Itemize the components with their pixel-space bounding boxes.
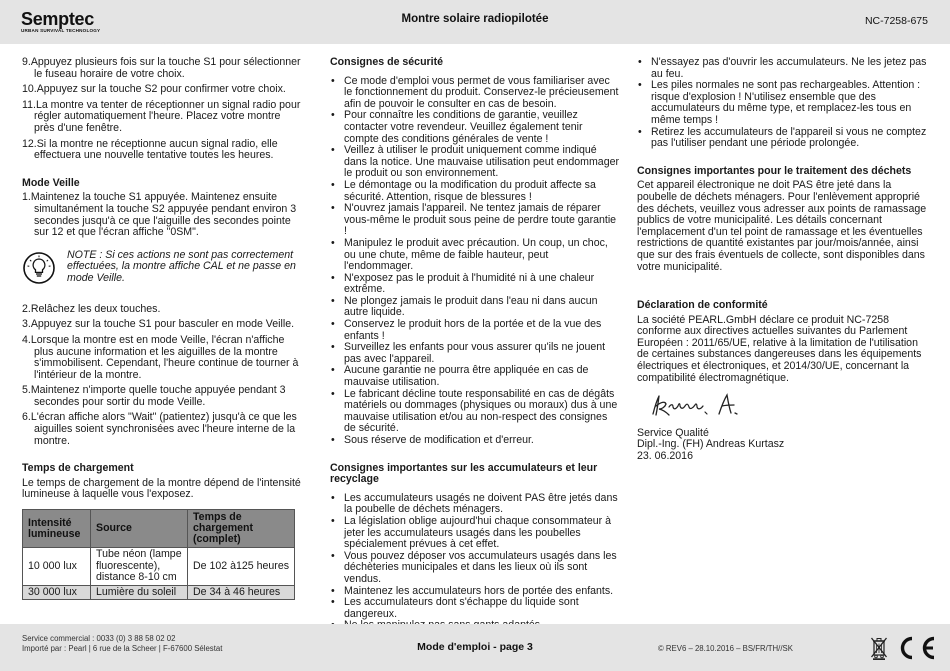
list-item: • Les piles normales ne sont pas rechargeables. Attention : risque d'explosion ! N'utilisez ensemble que des accumulateurs du même type, et remplacez-les tous en même temps ! — [637, 80, 929, 126]
charge-table — [22, 509, 295, 600]
charge-text: Le temps de chargement de la montre dépend de l'intensité lumineuse à laquelle vous l'exposez. — [22, 476, 301, 501]
note-box — [22, 250, 302, 288]
list-item: • Manipulez le produit avec précaution. Un coup, un choc, ou une chute, même de faible hauteur, peut l'endommager. — [330, 238, 620, 273]
list-item: • Vous pouvez déposer vos accumulateurs usagés dans les déchèteries municipales et dans les lieux où ils sont vendus. — [330, 551, 620, 586]
list-item: • Retirez les accumulateurs de l'appareil si vous ne comptez pas l'utiliser pendant une période prolongée. — [637, 127, 929, 150]
footer-service: Service commercial : 0033 (0) 3 88 58 02 02 — [22, 634, 176, 643]
list-item: • Ce mode d'emploi vous permet de vous familiariser avec le fonctionnement du produit. Conservez-le précieusement afin de pouvoir le consulter en cas de besoin. — [330, 76, 620, 111]
column-left — [22, 57, 302, 600]
table-cell: Lumière du soleil — [91, 585, 188, 600]
step-item: 1.Maintenez la touche S1 appuyée. Maintenez ensuite simultanément la touche S2 appuyée pendant environ 3 secondes jusqu'à ce que l'aiguille des secondes pointe sur 12 et que l'écran affiche "0SM". — [22, 191, 297, 239]
table-header-cell: Source — [91, 510, 188, 548]
list-item: • La législation oblige aujourd'hui chaque consommateur à jeter les accumulateurs usagés dans les poubelles spécialement prévues à cet effet. — [330, 516, 620, 551]
table-header-row — [23, 510, 295, 548]
step-item: 4.Lorsque la montre est en mode Veille, l'écran n'affiche plus aucune information et les aiguilles de la montre s'immobilisent. Cependant, l'heure continue de tourner à l'intérieur de la montre. — [22, 333, 299, 381]
section-heading-waste: Consignes importantes pour le traitement des déchets — [637, 164, 912, 177]
table-header-cell: Intensité lumineuse — [23, 510, 91, 548]
battery-list-continued — [637, 57, 929, 150]
footer-importer: Importé par : Pearl | 6 rue de la Scheer | F-67600 Sélestat — [22, 644, 223, 653]
list-item: • Veillez à utiliser le produit uniquement comme indiqué dans la notice. Une mauvaise utilisation peut endommager le produit ou son environnement. — [330, 145, 620, 180]
list-item: • Surveillez les enfants pour vous assurer qu'ils ne jouent pas avec l'appareil. — [330, 342, 620, 365]
list-item: • Le démontage ou la modification du produit affecte sa sécurité. Attention, risque de blessures ! — [330, 180, 620, 203]
table-header-cell: Temps de chargement (complet) — [188, 510, 295, 548]
table-row — [23, 548, 295, 586]
list-item: • Conservez le produit hors de la portée et de la vue des enfants ! — [330, 319, 620, 342]
step-item: 6.L'écran affiche alors "Wait" (patientez) jusqu'à ce que les aiguilles soient synchronisées avec l'heure interne de la montre. — [22, 411, 297, 447]
list-item: • Ne plongez jamais le produit dans l'eau ni dans aucun autre liquide. — [330, 296, 620, 319]
list-item: • Maintenez les accumulateurs hors de portée des enfants. — [330, 586, 620, 598]
table-cell: 30 000 lux — [23, 585, 91, 600]
crossed-bin-icon — [870, 636, 888, 660]
column-right — [637, 57, 929, 463]
signature-icon — [649, 392, 779, 418]
step-item: 2.Relâchez les deux touches. — [22, 302, 161, 315]
page-header — [0, 0, 950, 44]
table-row — [23, 585, 295, 600]
section-heading-charge: Temps de chargement — [22, 462, 134, 475]
list-item: • Sous réserve de modification et d'erreur. — [330, 435, 620, 447]
step-item: 3.Appuyez sur la touche S1 pour basculer en mode Veille. — [22, 318, 295, 331]
step-item: 9.Appuyez plusieurs fois sur la touche S1 pour sélectionner le fuseau horaire de votre choix. — [22, 56, 301, 80]
sign-line: Service Qualité — [637, 426, 709, 439]
step-item: 5.Maintenez n'importe quelle touche appuyée pendant 3 secondes pour sortir du mode Veille. — [22, 384, 286, 408]
list-item: • N'exposez pas le produit à l'humidité ni à une chaleur extrême. — [330, 273, 620, 296]
page-footer — [0, 624, 950, 671]
table-cell: De 102 à125 heures — [188, 548, 295, 586]
waste-text: Cet appareil électronique ne doit PAS être jeté dans la poubelle de déchets ménagers. Pour l'enlèvement approprié des déchets, veuillez vous adresser aux points de ramassage publics de votre municipalité. Les détails concernant l'emplacement d'un tel point de ramassage et les éventuelles restrictions de quantité existantes par jour/mois/année, ainsi que sur des frais éventuels de collecte, sont disponibles dans votre municipalité. — [637, 179, 927, 273]
lightbulb-icon — [23, 252, 55, 284]
table-cell: 10 000 lux — [23, 548, 91, 586]
section-heading-veille: Mode Veille — [22, 176, 80, 189]
sign-line: Dipl.-Ing. (FH) Andreas Kurtasz — [637, 438, 785, 451]
brand-tagline: URBAN SURVIVAL TECHNOLOGY — [21, 28, 101, 33]
list-item: • Les accumulateurs dont s'échappe du liquide sont dangereux. — [330, 597, 620, 620]
product-code: NC-7258-675 — [864, 15, 928, 27]
conformity-text: La société PEARL.GmbH déclare ce produit NC-7258 conforme aux directives actuelles suivantes du Parlement Européen : 2011/65/UE, relative à la limitation de l'utilisation de certaines substances dangereuses dans les équipements électriques et électroniques, et 2014/30/UE, concernant la compatibilité électromagnétique. — [637, 313, 922, 384]
ce-mark-icon — [892, 635, 938, 661]
table-cell: Tube néon (lampe fluorescente), distance 8-10 cm — [91, 548, 188, 586]
list-item: • Pour connaître les conditions de garantie, veuillez contacter votre revendeur. Veuillez également tenir compte des conditions générales de vente ! — [330, 110, 620, 145]
step-item: 12.Si la montre ne réceptionne aucun signal radio, elle effectuera une nouvelle tentative toutes les heures. — [22, 137, 278, 162]
list-item: • Les accumulateurs usagés ne doivent PAS être jetés dans la poubelle de déchets ménagers. — [330, 493, 620, 516]
list-item: • Le fabricant décline toute responsabilité en cas de dégâts matériels ou dommages (physiques ou moraux) dus à une mauvaise utilisation et/ou au non-respect des consignes de sécurité. — [330, 389, 620, 435]
footer-page-label: Mode d'emploi - page 3 — [417, 641, 533, 653]
section-heading-batteries: Consignes importantes sur les accumulateurs et leur recyclage — [330, 461, 598, 486]
section-heading-safety: Consignes de sécurité — [330, 56, 444, 68]
note-text: NOTE : Si ces actions ne sont pas correctement effectuées, la montre affiche CAL et ne passe en mode Veille. — [67, 248, 296, 284]
footer-revision: © REV6 – 28.10.2016 – BS/FR/TH//SK — [658, 644, 793, 653]
brand-name: Semptec — [21, 9, 94, 29]
sign-line: 23. 06.2016 — [637, 450, 693, 463]
safety-list — [330, 76, 620, 447]
list-item: • N'essayez pas d'ouvrir les accumulateurs. Ne les jetez pas au feu. — [637, 57, 929, 80]
battery-list — [330, 493, 620, 632]
list-item: • N'ouvrez jamais l'appareil. Ne tentez jamais de réparer vous-même le produit sous peine de perdre toute garantie ! — [330, 203, 620, 238]
step-item: 11.La montre va tenter de réceptionner un signal radio pour régler automatiquement l'heure. Placez votre montre près d'une fenêtre. — [22, 98, 301, 134]
list-item: • Aucune garantie ne pourra être appliquée en cas de mauvaise utilisation. — [330, 365, 620, 388]
section-heading-conformity: Déclaration de conformité — [637, 299, 768, 312]
column-middle — [330, 57, 620, 632]
footer-marks — [870, 634, 938, 662]
table-cell: De 34 à 46 heures — [188, 585, 295, 600]
document-title: Montre solaire radiopilotée — [401, 13, 549, 25]
step-item: 10.Appuyez sur la touche S2 pour confirmer votre choix. — [22, 83, 286, 96]
